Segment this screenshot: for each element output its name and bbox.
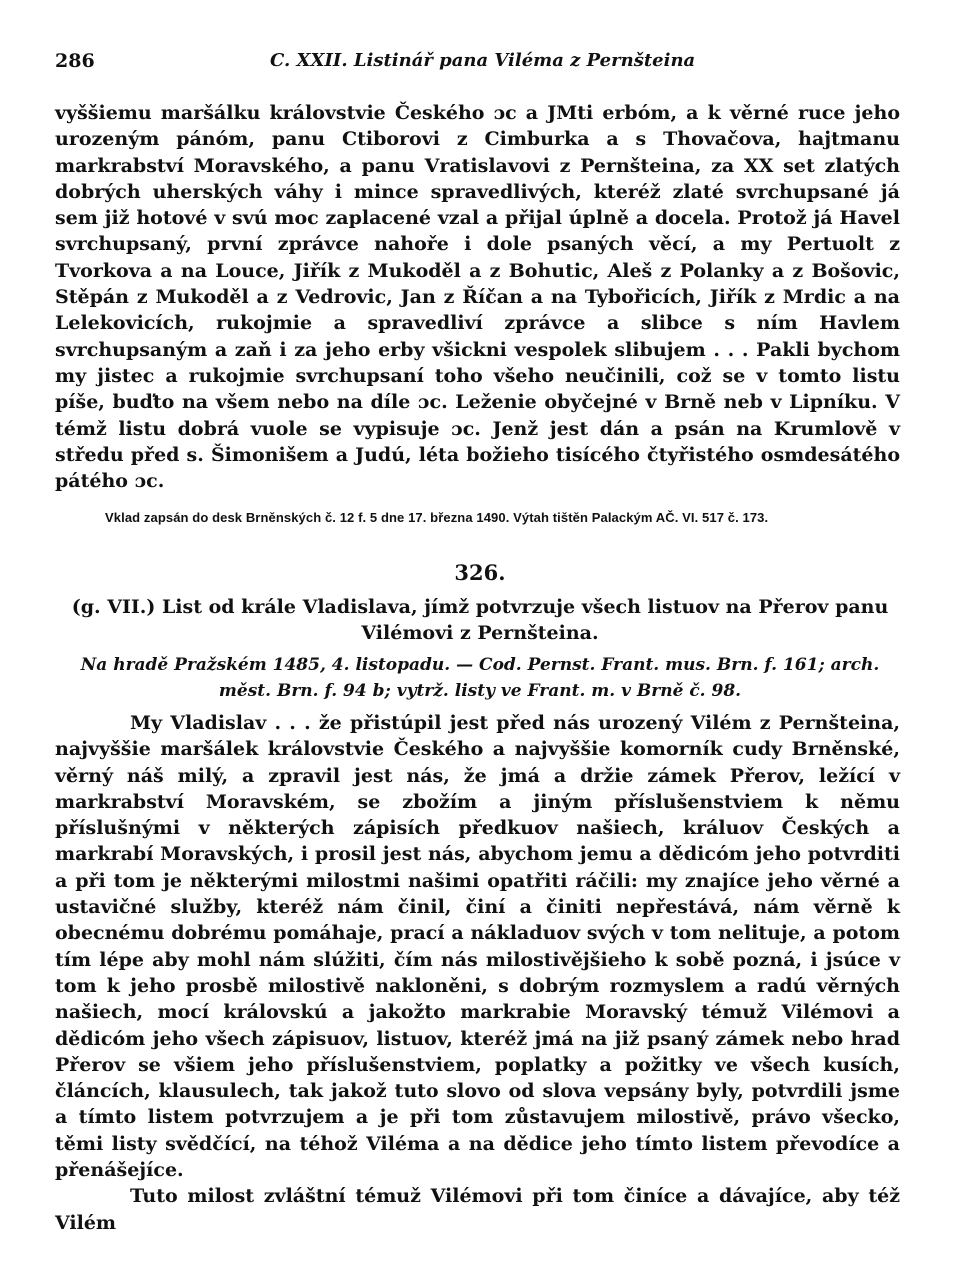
paragraph-text: Tuto milost zvláštní témuž Vilémovi při tom činíce a dávajíce, aby též Vilém <box>55 1185 900 1234</box>
continued-paragraph <box>55 100 900 494</box>
paragraph-text: My Vladislav . . . že přistúpil jest před nás urozený Vilém z Pernšteina, najvyššie maršálek královstvie Českého a najvyššie komorník cudy Brněnské, věrný náš milý, a zpravil jest nás, že jmá a držie zámek Přerov, ležící v markrabství Moravském, se zbožím a jiným příslušenstviem k němu příslušnými v některých zápisích předkuov našiech, králuov Českých a markrabí Moravských, i prosil jest nás, abychom jemu a dědicóm jeho potvrditi a při tom je některými milostmi našimi opatřiti ráčili: my znajíce jeho věrné a ustavičné služby, kteréž nám činil, činí a činiti nepřestává, nám věrně k obecnému dobrému pomáhaje, prací a nákladuov svých v tom nelituje, a potom tím lépe aby mohl nám slúžiti, čím nás milostivějšieho k sobě pozná, i jsúce v tom k jeho prosbě milostivě nakloněni, s dobrým rozmyslem a radú věrných našiech, mocí královskú a jakožto markrabie Moravský témuž Vilémovi a dědicóm jeho všech zápisuov, listuov, kteréž jmá na již psaný zámek nebo hrad Přerov se všiem jeho příslušenstviem, poplatky a požitky ve všech kusích, článcích, klausulech, tak jakož tuto slovo od slova vepsány byly, potvrdili jsme a tímto listem potvrzujem a je při tom zůstavujem milostivě, právo všecko, těmi listy svědčící, na téhož Viléma a na dědice jeho tímto listem převodíce a přenášejíce. <box>55 712 900 1182</box>
document-number: 326. <box>454 560 506 585</box>
paragraph-text: vyššiemu maršálku královstvie Českého ɔc a JMti erbóm, a k věrné ruce jeho urozeným pánóm, panu Ctiborovi z Cimburka a s Thovačova, hajtmanu markrabství Moravského, a panu Vratislavovi z Pernšteina, za XX set zlatých dobrých uherských váhy i mince spravedlivých, kteréž zlaté svrchupsané já sem již hotové v svú moc zaplacené vzal a přijal úplně a docela. Protož já Havel svrchupsaný, první zprávce nahoře i dole psaných věcí, a my Pertuolt z Tvorkova a na Louce, Jiřík z Mukoděl a z Bohutic, Aleš z Polanky a z Bošovic, Stěpán z Mukoděl a z Vedrovic, Jan z Říčan a na Tybořicích, Jiřík z Mrdic a na Lelekovicích, rukojmie a spravedliví zprávce a slibce s ním Havlem svrchupsaným a zaň i za jeho erby všickni vespolek slibujem . . . Pakli bychom my jistec a rukojmie svrchupsaní toho všeho neučinili, což se v tomto listu píše, buďto na všem nebo na díle ɔc. Leženie obyčejné v Brně neb v Lipníku. V témž listu dobrá vuole se vypisuje ɔc. Jenž jest dán a psán na Krumlově v středu před s. Šimonišem a Judú, léta božieho tisícého čtyřistého osmdesátého pátého ɔc. <box>55 102 900 493</box>
source-citation: Na hradě Pražském 1485, 4. listopadu. — Cod. Pernst. Frant. mus. Brn. f. 161; arch. měst. Brn. f. 94 b; vytrž. listy ve Frant. m. v Brně č. 98. <box>80 655 880 701</box>
running-head: C. XXII. Listinář pana Viléma z Pernšteina <box>270 50 696 71</box>
registration-note: Vklad zapsán do desk Brněnských č. 12 f. 5 dne 17. března 1490. Výtah tištěn Palackým AČ. VI. 517 č. 173. <box>105 510 769 525</box>
page-header <box>55 50 905 80</box>
document-body <box>55 710 900 1236</box>
page-number: 286 <box>55 50 95 72</box>
document-title: (g. VII.) List od krále Vladislava, jímž potvrzuje všech listuov na Přerov panu Vilémovi z Pernšteina. <box>71 596 889 644</box>
